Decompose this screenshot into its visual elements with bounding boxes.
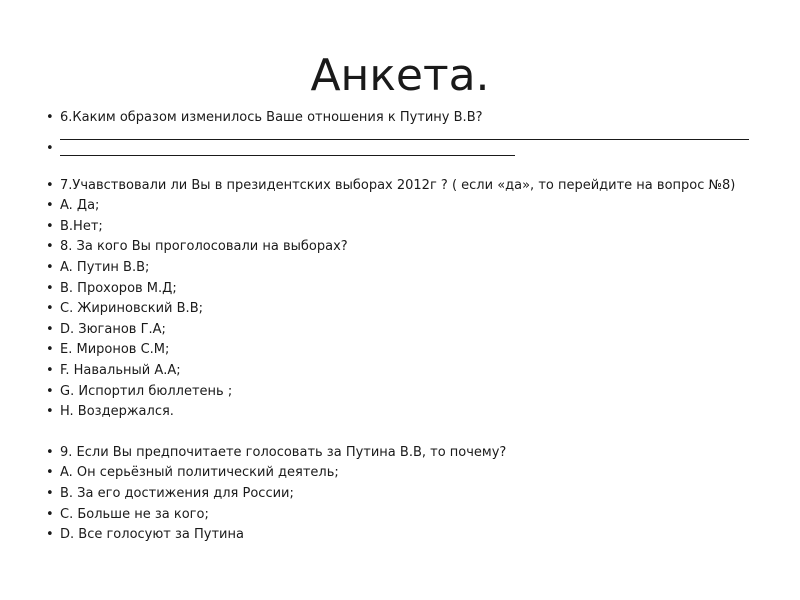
question-7: • 7.Учавствовали ли Вы в президентских выборах 2012г ? ( если «да», то перейдите на вопрос №8) bbox=[46, 176, 756, 197]
spacer bbox=[46, 156, 756, 176]
option-8-g[interactable]: • G. Испортил бюллетень ; bbox=[46, 382, 756, 403]
option-8-a[interactable]: • A. Путин В.В; bbox=[46, 258, 756, 279]
option-8-b[interactable]: • B. Прохоров М.Д; bbox=[46, 279, 756, 300]
option-9-c[interactable]: • C. Больше не за кого; bbox=[46, 505, 756, 526]
question-6: • 6.Каким образом изменилось Ваше отношения к Путину В.В? bbox=[46, 108, 756, 129]
option-9-b[interactable]: • B. За его достижения для России; bbox=[46, 484, 756, 505]
answer-lines-question-6[interactable] bbox=[46, 139, 756, 156]
option-7-a[interactable]: • A. Да; bbox=[46, 196, 756, 217]
answer-line bbox=[60, 139, 749, 140]
option-8-c[interactable]: • C. Жириновский В.В; bbox=[46, 299, 756, 320]
option-9-a[interactable]: • A. Он серьёзный политический деятель; bbox=[46, 463, 756, 484]
option-8-e[interactable]: • E. Миронов С.М; bbox=[46, 340, 756, 361]
question-9: • 9. Если Вы предпочитаете голосовать за Путина В.В, то почему? bbox=[46, 443, 756, 464]
option-8-h[interactable]: • H. Воздержался. bbox=[46, 402, 756, 423]
question-8: • 8. За кого Вы проголосовали на выборах? bbox=[46, 237, 756, 258]
option-8-f[interactable]: • F. Навальный А.А; bbox=[46, 361, 756, 382]
option-8-d[interactable]: • D. Зюганов Г.А; bbox=[46, 320, 756, 341]
spacer bbox=[46, 423, 756, 443]
option-7-b[interactable]: • B.Нет; bbox=[46, 217, 756, 238]
page-title: Анкета. bbox=[310, 50, 490, 101]
questionnaire-list bbox=[46, 108, 756, 546]
option-9-d[interactable]: • D. Все голосуют за Путина bbox=[46, 525, 756, 546]
answer-line bbox=[60, 155, 515, 156]
